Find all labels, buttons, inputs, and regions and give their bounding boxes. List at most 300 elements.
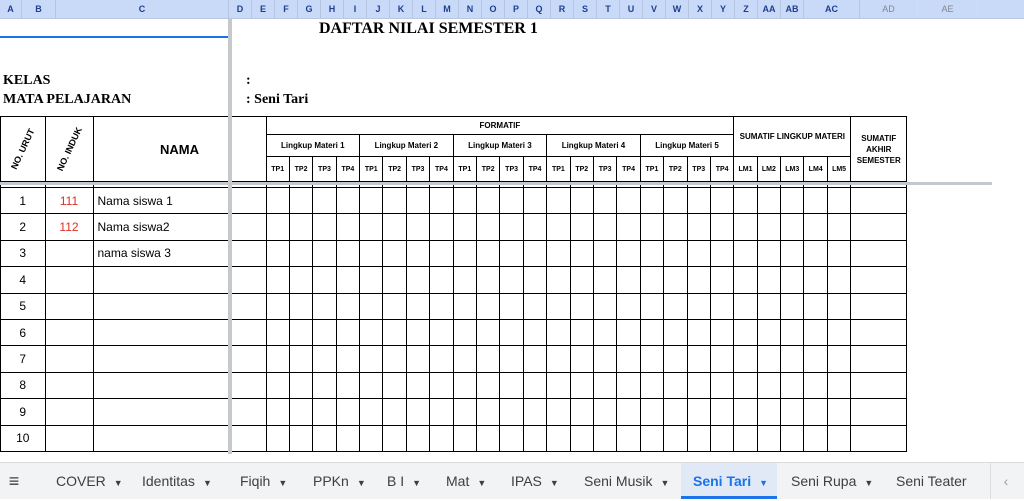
no-induk-cell[interactable] bbox=[45, 425, 93, 451]
grade-cell[interactable] bbox=[453, 399, 476, 425]
grade-cell[interactable] bbox=[383, 240, 406, 266]
grade-cell[interactable] bbox=[593, 425, 616, 451]
grade-cell[interactable] bbox=[593, 188, 616, 214]
table-row[interactable] bbox=[1, 319, 907, 345]
column-header-a[interactable]: A bbox=[0, 0, 22, 18]
grade-cell[interactable] bbox=[827, 267, 850, 293]
grade-cell[interactable] bbox=[570, 188, 593, 214]
grade-cell[interactable] bbox=[617, 319, 640, 345]
column-header-m[interactable]: M bbox=[436, 0, 459, 18]
grade-cell[interactable] bbox=[547, 372, 570, 398]
grade-cell[interactable] bbox=[336, 319, 359, 345]
grade-cell[interactable] bbox=[640, 188, 663, 214]
grade-cell[interactable] bbox=[289, 319, 312, 345]
grade-cell[interactable] bbox=[360, 425, 383, 451]
grade-cell[interactable] bbox=[383, 267, 406, 293]
grade-cell[interactable] bbox=[617, 267, 640, 293]
grade-cell[interactable] bbox=[804, 319, 827, 345]
grade-cell[interactable] bbox=[804, 425, 827, 451]
grade-cell[interactable] bbox=[687, 240, 710, 266]
column-header-g[interactable]: G bbox=[298, 0, 321, 18]
grade-cell[interactable] bbox=[617, 293, 640, 319]
grade-table[interactable] bbox=[0, 116, 907, 452]
column-header-aa[interactable]: AA bbox=[758, 0, 781, 18]
grade-cell[interactable] bbox=[360, 372, 383, 398]
grade-cell[interactable] bbox=[453, 188, 476, 214]
grade-cell[interactable] bbox=[523, 346, 546, 372]
sheet-tab-ppkn[interactable] bbox=[301, 463, 367, 499]
grade-cell[interactable] bbox=[593, 240, 616, 266]
grade-cell[interactable] bbox=[664, 319, 687, 345]
caret-down-icon[interactable]: ▼ bbox=[660, 478, 670, 488]
grade-cell[interactable] bbox=[266, 214, 289, 240]
grade-cell[interactable] bbox=[406, 240, 429, 266]
grade-cell[interactable] bbox=[570, 240, 593, 266]
table-row[interactable] bbox=[1, 267, 907, 293]
grade-cell[interactable] bbox=[547, 240, 570, 266]
grade-cell[interactable] bbox=[851, 425, 907, 451]
grade-cell[interactable] bbox=[266, 240, 289, 266]
grade-cell[interactable] bbox=[851, 240, 907, 266]
grade-cell[interactable] bbox=[804, 293, 827, 319]
table-row[interactable] bbox=[1, 188, 907, 214]
grade-cell[interactable] bbox=[547, 399, 570, 425]
grade-cell[interactable] bbox=[570, 267, 593, 293]
caret-down-icon[interactable]: ▼ bbox=[864, 478, 874, 488]
grade-cell[interactable] bbox=[289, 267, 312, 293]
grade-cell[interactable] bbox=[383, 214, 406, 240]
grade-cell[interactable] bbox=[430, 319, 453, 345]
grade-cell[interactable] bbox=[430, 188, 453, 214]
grade-cell[interactable] bbox=[266, 319, 289, 345]
grade-cell[interactable] bbox=[687, 319, 710, 345]
grade-cell[interactable] bbox=[781, 293, 804, 319]
grade-cell[interactable] bbox=[827, 293, 850, 319]
grade-cell[interactable] bbox=[734, 188, 757, 214]
grade-cell[interactable] bbox=[640, 346, 663, 372]
grade-cell[interactable] bbox=[734, 372, 757, 398]
grade-cell[interactable] bbox=[336, 214, 359, 240]
grade-cell[interactable] bbox=[757, 346, 780, 372]
spreadsheet-grid[interactable] bbox=[0, 19, 992, 454]
grade-cell[interactable] bbox=[383, 188, 406, 214]
grade-cell[interactable] bbox=[734, 240, 757, 266]
grade-cell[interactable] bbox=[640, 214, 663, 240]
grade-cell[interactable] bbox=[336, 267, 359, 293]
grade-cell[interactable] bbox=[664, 293, 687, 319]
nama-cell[interactable] bbox=[93, 346, 266, 372]
grade-cell[interactable] bbox=[710, 319, 733, 345]
sheet-tab-seni-musik[interactable] bbox=[572, 463, 674, 499]
row-number-cell[interactable]: 6 bbox=[1, 319, 46, 345]
grade-cell[interactable] bbox=[547, 267, 570, 293]
grade-cell[interactable] bbox=[406, 188, 429, 214]
grade-cell[interactable] bbox=[757, 319, 780, 345]
table-row[interactable] bbox=[1, 346, 907, 372]
grade-cell[interactable] bbox=[266, 293, 289, 319]
no-induk-cell[interactable] bbox=[45, 372, 93, 398]
column-header-ae[interactable]: AE bbox=[918, 0, 978, 18]
grade-cell[interactable] bbox=[523, 240, 546, 266]
grade-cell[interactable] bbox=[453, 372, 476, 398]
grade-cell[interactable] bbox=[477, 293, 500, 319]
grade-cell[interactable] bbox=[406, 399, 429, 425]
grade-cell[interactable] bbox=[266, 346, 289, 372]
menu-icon[interactable]: ≡ bbox=[8, 471, 20, 491]
sheet-tab-cover[interactable] bbox=[44, 463, 124, 499]
grade-cell[interactable] bbox=[336, 372, 359, 398]
grade-cell[interactable] bbox=[406, 372, 429, 398]
grade-cell[interactable] bbox=[640, 293, 663, 319]
grade-cell[interactable] bbox=[477, 240, 500, 266]
grade-cell[interactable] bbox=[664, 425, 687, 451]
grade-cell[interactable] bbox=[827, 214, 850, 240]
grade-cell[interactable] bbox=[266, 372, 289, 398]
grade-cell[interactable] bbox=[383, 425, 406, 451]
grade-cell[interactable] bbox=[430, 399, 453, 425]
column-header-q[interactable]: Q bbox=[528, 0, 551, 18]
grade-cell[interactable] bbox=[804, 346, 827, 372]
grade-cell[interactable] bbox=[827, 372, 850, 398]
grade-cell[interactable] bbox=[664, 372, 687, 398]
grade-cell[interactable] bbox=[734, 293, 757, 319]
grade-cell[interactable] bbox=[500, 319, 523, 345]
grade-cell[interactable] bbox=[617, 346, 640, 372]
grade-cell[interactable] bbox=[664, 399, 687, 425]
grade-cell[interactable] bbox=[289, 372, 312, 398]
column-header-c[interactable]: C bbox=[56, 0, 229, 18]
grade-cell[interactable] bbox=[593, 372, 616, 398]
grade-cell[interactable] bbox=[593, 214, 616, 240]
table-row[interactable] bbox=[1, 214, 907, 240]
grade-cell[interactable] bbox=[617, 240, 640, 266]
grade-cell[interactable] bbox=[523, 293, 546, 319]
sheet-tab-fiqih[interactable] bbox=[228, 463, 294, 499]
column-header-o[interactable]: O bbox=[482, 0, 505, 18]
grade-cell[interactable] bbox=[827, 425, 850, 451]
grade-cell[interactable] bbox=[547, 214, 570, 240]
grade-cell[interactable] bbox=[477, 425, 500, 451]
grade-cell[interactable] bbox=[453, 293, 476, 319]
grade-cell[interactable] bbox=[289, 346, 312, 372]
column-header-d[interactable]: D bbox=[229, 0, 252, 18]
column-header-u[interactable]: U bbox=[620, 0, 643, 18]
sheet-tab-seni-teater[interactable] bbox=[884, 463, 984, 499]
no-induk-cell[interactable] bbox=[45, 399, 93, 425]
grade-cell[interactable] bbox=[336, 425, 359, 451]
grade-cell[interactable] bbox=[406, 293, 429, 319]
column-header-ac[interactable]: AC bbox=[804, 0, 860, 18]
column-header-s[interactable]: S bbox=[574, 0, 597, 18]
nama-cell[interactable]: nama siswa 3 bbox=[93, 240, 266, 266]
grade-cell[interactable] bbox=[664, 240, 687, 266]
grade-cell[interactable] bbox=[804, 399, 827, 425]
grade-cell[interactable] bbox=[687, 372, 710, 398]
grade-cell[interactable] bbox=[757, 372, 780, 398]
grade-cell[interactable] bbox=[313, 188, 336, 214]
caret-down-icon[interactable]: ▼ bbox=[278, 478, 288, 488]
grade-cell[interactable] bbox=[804, 267, 827, 293]
table-row[interactable] bbox=[1, 425, 907, 451]
grade-cell[interactable] bbox=[757, 399, 780, 425]
grade-cell[interactable] bbox=[430, 240, 453, 266]
column-header-h[interactable]: H bbox=[321, 0, 344, 18]
grade-cell[interactable] bbox=[781, 319, 804, 345]
grade-cell[interactable] bbox=[570, 319, 593, 345]
grade-cell[interactable] bbox=[289, 240, 312, 266]
row-number-cell[interactable]: 5 bbox=[1, 293, 46, 319]
grade-cell[interactable] bbox=[757, 214, 780, 240]
grade-cell[interactable] bbox=[547, 188, 570, 214]
grade-cell[interactable] bbox=[851, 399, 907, 425]
grade-cell[interactable] bbox=[313, 293, 336, 319]
grade-cell[interactable] bbox=[781, 425, 804, 451]
grade-cell[interactable] bbox=[477, 214, 500, 240]
no-induk-cell[interactable] bbox=[45, 346, 93, 372]
grade-cell[interactable] bbox=[453, 240, 476, 266]
grade-cell[interactable] bbox=[547, 293, 570, 319]
grade-cell[interactable] bbox=[757, 240, 780, 266]
column-header-i[interactable]: I bbox=[344, 0, 367, 18]
grade-cell[interactable] bbox=[430, 293, 453, 319]
grade-cell[interactable] bbox=[523, 425, 546, 451]
caret-down-icon[interactable]: ▼ bbox=[549, 478, 559, 488]
grade-cell[interactable] bbox=[313, 319, 336, 345]
grade-cell[interactable] bbox=[851, 346, 907, 372]
grade-cell[interactable] bbox=[406, 214, 429, 240]
grade-cell[interactable] bbox=[734, 214, 757, 240]
no-induk-cell[interactable] bbox=[45, 267, 93, 293]
grade-cell[interactable] bbox=[851, 319, 907, 345]
grade-cell[interactable] bbox=[734, 319, 757, 345]
grade-cell[interactable] bbox=[289, 399, 312, 425]
grade-cell[interactable] bbox=[734, 267, 757, 293]
grade-cell[interactable] bbox=[523, 399, 546, 425]
grade-cell[interactable] bbox=[640, 372, 663, 398]
grade-cell[interactable] bbox=[336, 346, 359, 372]
grade-cell[interactable] bbox=[266, 399, 289, 425]
caret-down-icon[interactable]: ▼ bbox=[356, 478, 366, 488]
grade-cell[interactable] bbox=[500, 399, 523, 425]
grade-cell[interactable] bbox=[664, 267, 687, 293]
grade-cell[interactable] bbox=[500, 214, 523, 240]
grade-cell[interactable] bbox=[570, 399, 593, 425]
column-header-n[interactable]: N bbox=[459, 0, 482, 18]
grade-cell[interactable] bbox=[266, 425, 289, 451]
grade-cell[interactable] bbox=[289, 188, 312, 214]
grade-cell[interactable] bbox=[360, 346, 383, 372]
row-number-cell[interactable]: 9 bbox=[1, 399, 46, 425]
grade-cell[interactable] bbox=[477, 346, 500, 372]
grade-cell[interactable] bbox=[477, 399, 500, 425]
grade-cell[interactable] bbox=[827, 240, 850, 266]
grade-cell[interactable] bbox=[710, 293, 733, 319]
caret-down-icon[interactable]: ▼ bbox=[113, 478, 123, 488]
grade-cell[interactable] bbox=[360, 240, 383, 266]
caret-down-icon[interactable]: ▼ bbox=[202, 478, 212, 488]
grade-cell[interactable] bbox=[781, 188, 804, 214]
grade-cell[interactable] bbox=[593, 267, 616, 293]
grade-cell[interactable] bbox=[500, 240, 523, 266]
grade-cell[interactable] bbox=[687, 425, 710, 451]
grade-cell[interactable] bbox=[640, 399, 663, 425]
grade-cell[interactable] bbox=[383, 293, 406, 319]
grade-cell[interactable] bbox=[593, 346, 616, 372]
grade-cell[interactable] bbox=[664, 346, 687, 372]
nama-cell[interactable] bbox=[93, 293, 266, 319]
grade-cell[interactable] bbox=[383, 319, 406, 345]
grade-cell[interactable] bbox=[430, 267, 453, 293]
grade-cell[interactable] bbox=[336, 399, 359, 425]
grade-cell[interactable] bbox=[313, 346, 336, 372]
nama-cell[interactable] bbox=[93, 319, 266, 345]
grade-cell[interactable] bbox=[266, 267, 289, 293]
table-row[interactable] bbox=[1, 399, 907, 425]
grade-cell[interactable] bbox=[289, 425, 312, 451]
grade-cell[interactable] bbox=[430, 214, 453, 240]
grade-cell[interactable] bbox=[477, 372, 500, 398]
table-row[interactable] bbox=[1, 372, 907, 398]
grade-cell[interactable] bbox=[500, 293, 523, 319]
grade-cell[interactable] bbox=[781, 372, 804, 398]
grade-cell[interactable] bbox=[360, 293, 383, 319]
grade-cell[interactable] bbox=[734, 399, 757, 425]
grade-cell[interactable] bbox=[360, 319, 383, 345]
grade-cell[interactable] bbox=[360, 267, 383, 293]
row-number-cell[interactable]: 3 bbox=[1, 240, 46, 266]
grade-cell[interactable] bbox=[336, 188, 359, 214]
caret-down-icon[interactable]: ▼ bbox=[759, 478, 769, 488]
grade-cell[interactable] bbox=[781, 399, 804, 425]
grade-cell[interactable] bbox=[547, 425, 570, 451]
grade-cell[interactable] bbox=[313, 425, 336, 451]
grade-cell[interactable] bbox=[804, 214, 827, 240]
grade-cell[interactable] bbox=[781, 214, 804, 240]
grade-cell[interactable] bbox=[617, 188, 640, 214]
grade-cell[interactable] bbox=[640, 267, 663, 293]
nama-cell[interactable]: Nama siswa2 bbox=[93, 214, 266, 240]
sheet-tab-ipas[interactable] bbox=[499, 463, 565, 499]
column-header-j[interactable]: J bbox=[367, 0, 390, 18]
grade-cell[interactable] bbox=[617, 214, 640, 240]
grade-cell[interactable] bbox=[570, 346, 593, 372]
grade-cell[interactable] bbox=[734, 425, 757, 451]
grade-cell[interactable] bbox=[804, 240, 827, 266]
nama-cell[interactable] bbox=[93, 267, 266, 293]
column-header-ad[interactable]: AD bbox=[860, 0, 918, 18]
grade-cell[interactable] bbox=[804, 372, 827, 398]
grade-cell[interactable] bbox=[360, 399, 383, 425]
row-number-cell[interactable]: 10 bbox=[1, 425, 46, 451]
grade-cell[interactable] bbox=[757, 188, 780, 214]
grade-cell[interactable] bbox=[710, 214, 733, 240]
grade-cell[interactable] bbox=[781, 240, 804, 266]
grade-cell[interactable] bbox=[804, 188, 827, 214]
nama-cell[interactable] bbox=[93, 399, 266, 425]
table-row[interactable] bbox=[1, 240, 907, 266]
sheet-tab-seni-tari[interactable] bbox=[681, 463, 777, 499]
table-row[interactable] bbox=[1, 293, 907, 319]
grade-cell[interactable] bbox=[523, 267, 546, 293]
grade-cell[interactable] bbox=[570, 425, 593, 451]
grade-cell[interactable] bbox=[406, 425, 429, 451]
nama-cell[interactable] bbox=[93, 372, 266, 398]
grade-cell[interactable] bbox=[710, 372, 733, 398]
grade-cell[interactable] bbox=[406, 319, 429, 345]
grade-cell[interactable] bbox=[617, 372, 640, 398]
grade-cell[interactable] bbox=[593, 293, 616, 319]
column-header-b[interactable]: B bbox=[22, 0, 56, 18]
row-number-cell[interactable]: 8 bbox=[1, 372, 46, 398]
sheet-tab-identitas[interactable] bbox=[130, 463, 222, 499]
grade-cell[interactable] bbox=[757, 293, 780, 319]
grade-cell[interactable] bbox=[710, 240, 733, 266]
grade-cell[interactable] bbox=[289, 293, 312, 319]
grade-cell[interactable] bbox=[617, 425, 640, 451]
no-induk-cell[interactable] bbox=[45, 319, 93, 345]
grade-cell[interactable] bbox=[453, 425, 476, 451]
column-header-z[interactable]: Z bbox=[735, 0, 758, 18]
sheet-tab-b-i[interactable] bbox=[375, 463, 427, 499]
grade-cell[interactable] bbox=[266, 188, 289, 214]
grade-cell[interactable] bbox=[336, 240, 359, 266]
grade-cell[interactable] bbox=[640, 319, 663, 345]
column-header-e[interactable]: E bbox=[252, 0, 275, 18]
grade-cell[interactable] bbox=[687, 188, 710, 214]
column-header-p[interactable]: P bbox=[505, 0, 528, 18]
grade-cell[interactable] bbox=[851, 188, 907, 214]
grade-cell[interactable] bbox=[477, 188, 500, 214]
freeze-divider-horizontal[interactable] bbox=[0, 182, 992, 185]
grade-cell[interactable] bbox=[851, 293, 907, 319]
grade-cell[interactable] bbox=[710, 346, 733, 372]
sheet-tab-mat[interactable] bbox=[434, 463, 492, 499]
grade-cell[interactable] bbox=[500, 372, 523, 398]
column-header-x[interactable]: X bbox=[689, 0, 712, 18]
grade-cell[interactable] bbox=[547, 346, 570, 372]
row-number-cell[interactable]: 4 bbox=[1, 267, 46, 293]
grade-cell[interactable] bbox=[453, 319, 476, 345]
nama-cell[interactable]: Nama siswa 1 bbox=[93, 188, 266, 214]
grade-cell[interactable] bbox=[851, 372, 907, 398]
grade-cell[interactable] bbox=[827, 319, 850, 345]
grade-cell[interactable] bbox=[523, 319, 546, 345]
column-header-v[interactable]: V bbox=[643, 0, 666, 18]
grade-cell[interactable] bbox=[664, 214, 687, 240]
grade-cell[interactable] bbox=[547, 319, 570, 345]
grade-cell[interactable] bbox=[851, 214, 907, 240]
grade-cell[interactable] bbox=[827, 399, 850, 425]
nama-cell[interactable] bbox=[93, 425, 266, 451]
no-induk-cell[interactable]: 111 bbox=[45, 188, 93, 214]
grade-cell[interactable] bbox=[313, 399, 336, 425]
grade-cell[interactable] bbox=[827, 188, 850, 214]
caret-down-icon[interactable]: ▼ bbox=[477, 478, 487, 488]
freeze-divider-vertical[interactable] bbox=[228, 19, 232, 454]
column-header-ab[interactable]: AB bbox=[781, 0, 804, 18]
caret-down-icon[interactable]: ▼ bbox=[412, 478, 422, 488]
grade-cell[interactable] bbox=[313, 267, 336, 293]
grade-cell[interactable] bbox=[406, 346, 429, 372]
no-induk-cell[interactable] bbox=[45, 240, 93, 266]
grade-cell[interactable] bbox=[500, 425, 523, 451]
grade-cell[interactable] bbox=[360, 188, 383, 214]
grade-cell[interactable] bbox=[710, 399, 733, 425]
grade-cell[interactable] bbox=[687, 399, 710, 425]
grade-cell[interactable] bbox=[593, 399, 616, 425]
grade-cell[interactable] bbox=[757, 425, 780, 451]
chevron-left-icon[interactable]: ‹ bbox=[990, 463, 1021, 499]
